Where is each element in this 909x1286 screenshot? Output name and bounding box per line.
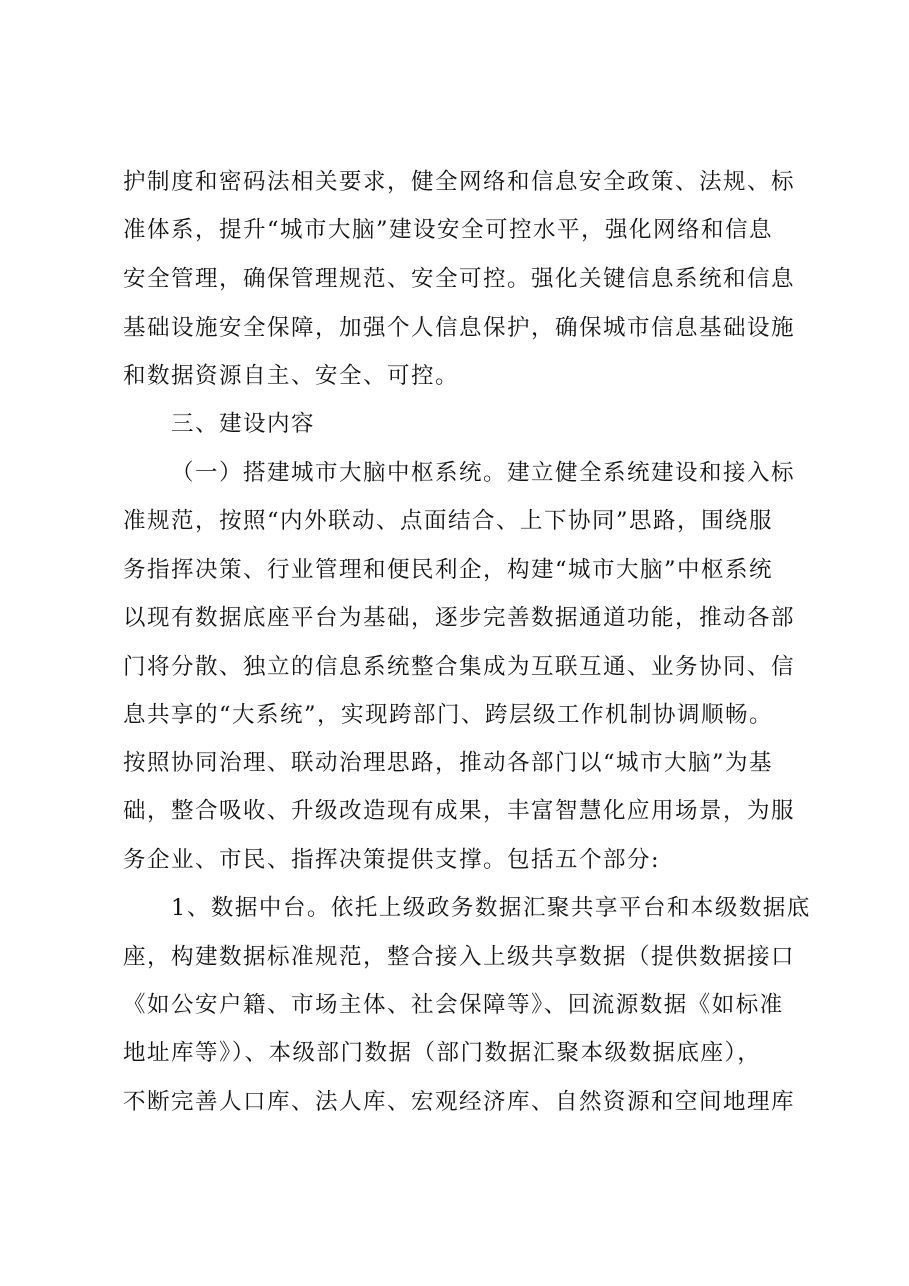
paragraph-line: 和数据资源自主、安全、可控。 <box>123 363 460 389</box>
paragraph-line: 准规范，按照“内外联动、点面结合、上下协同”思路，围绕服 <box>123 508 774 534</box>
paragraph-line: （一）搭建城市大脑中枢系统。建立健全系统建设和接入标 <box>171 460 796 486</box>
paragraph-line: 息共享的“大系统”，实现跨部门、跨层级工作机制协调顺畅。 <box>123 702 774 728</box>
paragraph-line: 《如公安户籍、市场主体、社会保障等》、回流源数据《如标准 <box>123 992 784 1018</box>
paragraph-line: 基础设施安全保障，加强个人信息保护，确保城市信息基础设施 <box>123 315 796 341</box>
section-heading: 三、建设内容 <box>171 411 316 437</box>
paragraph-line: 以现有数据底座平台为基础，逐步完善数据通道功能，推动各部 <box>123 605 796 631</box>
paragraph-line: 1、数据中台。依托上级政务数据汇聚共享平台和本级数据底 <box>171 895 811 921</box>
paragraph-line: 护制度和密码法相关要求，健全网络和信息安全政策、法规、标 <box>123 169 796 195</box>
paragraph-line: 座，构建数据标准规范，整合接入上级共享数据（提供数据接口 <box>123 944 796 970</box>
paragraph-line: 按照协同治理、联动治理思路，推动各部门以“城市大脑”为基 <box>123 750 774 776</box>
paragraph-line: 准体系，提升“城市大脑”建设安全可控水平，强化网络和信息 <box>123 217 774 243</box>
paragraph-line: 务企业、市民、指挥决策提供支撑。包括五个部分: <box>123 847 661 873</box>
paragraph-line: 务指挥决策、行业管理和便民利企，构建“城市大脑”中枢系统 <box>123 557 774 583</box>
paragraph-line: 安全管理，确保管理规范、安全可控。强化关键信息系统和信息 <box>123 266 796 292</box>
paragraph-line: 地址库等》）、本级部门数据（部门数据汇聚本级数据底座）， <box>123 1040 762 1066</box>
paragraph-line: 不断完善人口库、法人库、宏观经济库、自然资源和空间地理库 <box>123 1089 796 1115</box>
paragraph-line: 门将分散、独立的信息系统整合集成为互联互通、业务协同、信 <box>123 654 796 680</box>
paragraph-line: 础，整合吸收、升级改造现有成果，丰富智慧化应用场景，为服 <box>123 798 796 824</box>
